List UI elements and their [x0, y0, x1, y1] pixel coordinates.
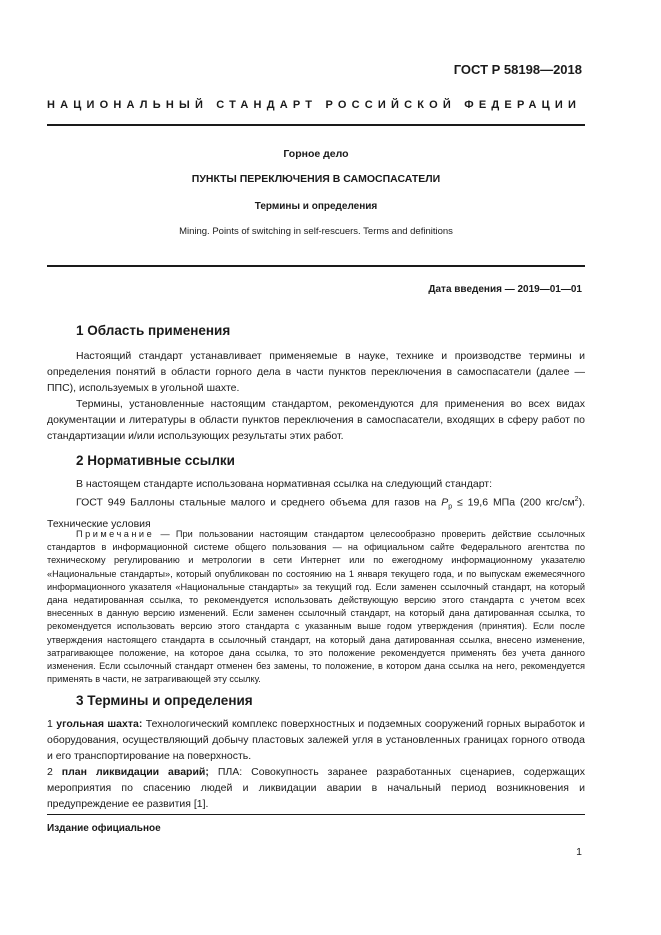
introduction-date: Дата введения — 2019—01—01 [428, 284, 582, 295]
section-3-heading: 3 Термины и определения [76, 693, 253, 708]
title-category: Горное дело [283, 148, 349, 160]
page-number: 1 [576, 846, 582, 858]
term-1: 1 угольная шахта: Технологический комплекс поверхностных и подземных сооружений горных выработок и оборудования, осуществляющий добычу пластовых залежей угля в установленных границах горного отвода и его транспортирование на поверхность. [47, 718, 585, 762]
section-1-paragraph-2: Термины, установленные настоящим стандартом, рекомендуются для применения во всех видах документации и литературы в области пунктов переключения в самоспасатели, входящих в сферу работ по стандартизации и/или использующих результаты этих работ. [47, 398, 585, 442]
title-subtitle: Термины и определения [254, 201, 378, 212]
top-divider [47, 124, 585, 126]
section-2-heading: 2 Нормативные ссылки [76, 453, 235, 468]
section-2-paragraph-1: В настоящем стандарте использована нормативная ссылка на следующий стандарт: [76, 478, 493, 490]
title-main: ПУНКТЫ ПЕРЕКЛЮЧЕНИЯ В САМОСПАСАТЕЛИ [191, 173, 441, 185]
term-1-name: угольная шахта: [56, 718, 143, 730]
section-2-note: Примечание — При пользовании настоящим стандартом целесообразно проверить действие ссылочных стандартов в информационной системе общего пользования — на официальном сайте Федерального агентства по техническому регулированию и метрологии в сети Интернет или по ежегодному информационному указателю «Национальные стандарты», который опубликован по состоянию на 1 января текущего года, и по выпускам ежемесячного информационного указателя «Национальные стандарты» за текущий год. Если заменен ссылочный стандарт, на который дана недатированная ссылка, то рекомендуется использовать действующую версию этого стандарта с учетом всех внесенных в данную версию изменений. Если заменен ссылочный стандарт, на который дана датированная ссылка, то рекомендуется использовать версию этого стандарта с указанным выше годом утверждения (принятия). Если после утверждения настоящего стандарта в ссылочный стандарт, на который дана датированная ссылка, внесено изменение, затрагивающее положение, на которое дана ссылка, то это положение рекомендуется применять без учета данного изменения. Если ссылочный стандарт отменен без замены, то положение, в котором дана ссылка на него, рекомендуется применять в части, не затрагивающей эту ссылку. [47, 529, 585, 685]
document-code: ГОСТ Р 58198—2018 [453, 62, 582, 77]
term-2: 2 план ликвидации аварий; ПЛА: Совокупность заранее разработанных сценариев, содержащих мероприятия по спасению людей и ликвидации аварии в начальный период возникновения и предупреждение ее развития [1]. [47, 766, 585, 810]
title-divider [47, 265, 585, 267]
official-edition-label: Издание официальное [47, 823, 161, 834]
section-1-heading: 1 Область применения [76, 323, 231, 338]
title-english: Mining. Points of switching in self-rescuers. Terms and definitions [179, 226, 453, 237]
note-label: Примечание [76, 529, 155, 539]
section-1-paragraph-1: Настоящий стандарт устанавливает применяемые в науке, технике и производстве термины и определения понятий в области горного дела в части пунктов переключения в самоспасатели (далее — ППС), используемых в угольной шахте. [47, 350, 585, 394]
normative-reference-gost-949: ГОСТ 949 Баллоны стальные малого и среднего объема для газов на $P_р \le 19,6$ МПа (200 кгс/$см^2$). Технические условия [47, 496, 585, 530]
footer-divider [47, 814, 585, 815]
term-2-name: план ликвидации аварий; [61, 766, 209, 778]
national-standard-banner: НАЦИОНАЛЬНЫЙ СТАНДАРТ РОССИЙСКОЙ ФЕДЕРАЦИИ [47, 99, 582, 111]
